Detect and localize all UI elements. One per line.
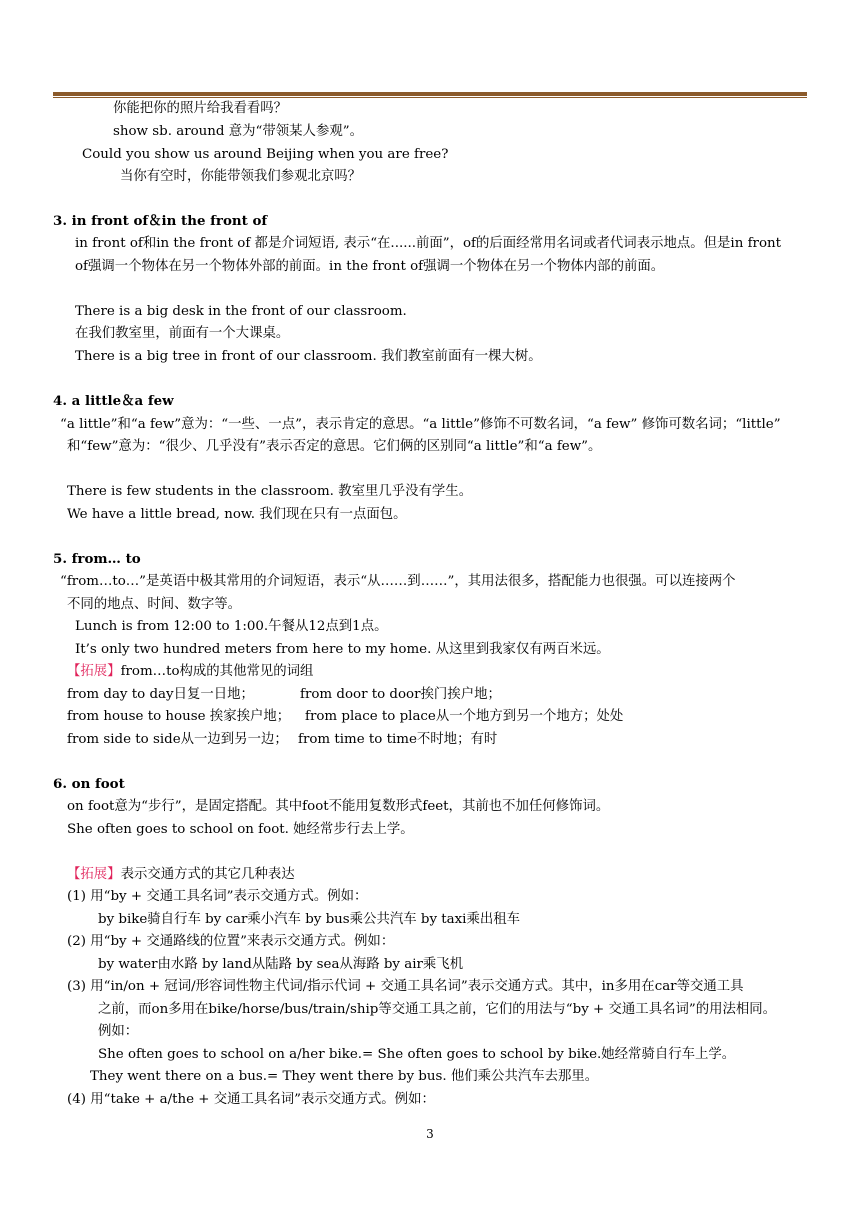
- item-4: (4) 用“take + a/the + 交通工具名词”表示交通方式。例如：: [67, 1092, 435, 1107]
- intro-en-2: Could you show us around Beijing when you are free?: [82, 147, 449, 162]
- item-3-line-2: 之前，而on多用在bike/horse/bus/train/ship等交通工具之前，它们的用法与“by + 交通工具名词”的用法相同。: [98, 1002, 777, 1017]
- intro-en-1: show sb. around 意为“带领某人参观”。: [113, 124, 363, 139]
- section-4-para-line-2: 和“few”意为：“很少、几乎没有”表示否定的意思。它们俩的区别同“a little”和“a few”。: [67, 439, 602, 454]
- item-3-line-3: 例如：: [98, 1024, 139, 1039]
- item-2: (2) 用“by + 交通路线的位置”来表示交通方式。例如：: [67, 934, 395, 949]
- phrase-2a: from house to house 挨家挨户地；: [67, 709, 291, 724]
- section-4-heading: 4. a little＆a few: [53, 393, 174, 409]
- intro-cn-1: 你能把你的照片给我看看吗？: [113, 101, 288, 116]
- section-4-example-1: There is few students in the classroom. 教室里几乎没有学生。: [67, 484, 473, 499]
- section-6-extension: [67, 865, 295, 884]
- item-3-example-1: She often goes to school on a/her bike.= She often goes to school by bike.她经常骑自行车上学。: [98, 1047, 736, 1062]
- section-4-example-2: We have a little bread, now. 我们现在只有一点面包。: [67, 507, 407, 522]
- section-3-example-1: There is a big desk in the front of our classroom.: [75, 304, 407, 319]
- page-number: 3: [426, 1127, 434, 1141]
- item-3-line-1: (3) 用“in/on + 冠词/形容词性物主代词/指示代词 + 交通工具名词”表示交通方式。其中，in多用在car等交通工具: [67, 979, 744, 994]
- intro-cn-2: 当你有空时，你能带领我们参观北京吗？: [120, 169, 362, 184]
- section-5-extension: [67, 662, 313, 681]
- extension-tag: 【拓展】: [67, 867, 121, 882]
- extension-text: 表示交通方式的其它几种表达: [120, 867, 295, 882]
- item-2-examples: by water由水路 by land从陆路 by sea从海路 by air乘飞机: [98, 957, 464, 972]
- section-5-example-2: It’s only two hundred meters from here to my home. 从这里到我家仅有两百米远。: [75, 642, 610, 657]
- section-5-example-1: Lunch is from 12:00 to 1:00.午餐从12点到1点。: [75, 619, 388, 634]
- extension-tag: 【拓展】: [67, 664, 121, 679]
- phrase-1a: from day to day日复一日地；: [67, 687, 254, 702]
- section-5-para-line-1: “from…to…”是英语中极其常用的介词短语，表示“从……到……”，其用法很多，搭配能力也很强。可以连接两个: [60, 574, 736, 589]
- phrase-2b: from place to place从一个地方到另一个地方；处处: [305, 709, 624, 724]
- extension-text: from…to构成的其他常见的词组: [120, 664, 314, 679]
- header-rule-thick: [53, 92, 807, 96]
- header-rule-thin: [53, 97, 807, 98]
- item-1: (1) 用“by + 交通工具名词”表示交通方式。例如：: [67, 889, 368, 904]
- item-1-examples: by bike骑自行车 by car乘小汽车 by bus乘公共汽车 by taxi乘出租车: [98, 912, 521, 927]
- phrase-3b: from time to time不时地；有时: [298, 732, 498, 747]
- section-5-heading: 5. from… to: [53, 551, 141, 567]
- section-6-example-1: She often goes to school on foot. 她经常步行去上学。: [67, 822, 414, 837]
- section-6-heading: 6. on foot: [53, 776, 125, 792]
- section-6-para-line-1: on foot意为“步行”，是固定搭配。其中foot不能用复数形式feet，其前也不加任何修饰词。: [67, 799, 610, 814]
- section-4-para-line-1: “a little”和“a few”意为：“一些、一点”，表示肯定的意思。“a little”修饰不可数名词，“a few” 修饰可数名词；“little”: [60, 417, 781, 432]
- item-3-example-2: They went there on a bus.= They went there by bus. 他们乘公共汽车去那里。: [90, 1069, 599, 1084]
- phrase-1b: from door to door挨门挨户地；: [300, 687, 501, 702]
- section-3-example-1-cn: 在我们教室里，前面有一个大课桌。: [75, 326, 290, 341]
- section-3-para-line-2: of强调一个物体在另一个物体外部的前面。in the front of强调一个物体在另一个物体内部的前面。: [75, 259, 665, 274]
- section-3-heading: 3. in front of＆in the front of: [53, 213, 268, 229]
- section-3-para-line-1: in front of和in the front of 都是介词短语, 表示“在......前面”，of的后面经常用名词或者代词表示地点。但是in front: [75, 236, 782, 251]
- phrase-3a: from side to side从一边到另一边；: [67, 732, 288, 747]
- section-3-example-2: There is a big tree in front of our classroom. 我们教室前面有一棵大树。: [75, 349, 542, 364]
- section-5-para-line-2: 不同的地点、时间、数字等。: [67, 597, 242, 612]
